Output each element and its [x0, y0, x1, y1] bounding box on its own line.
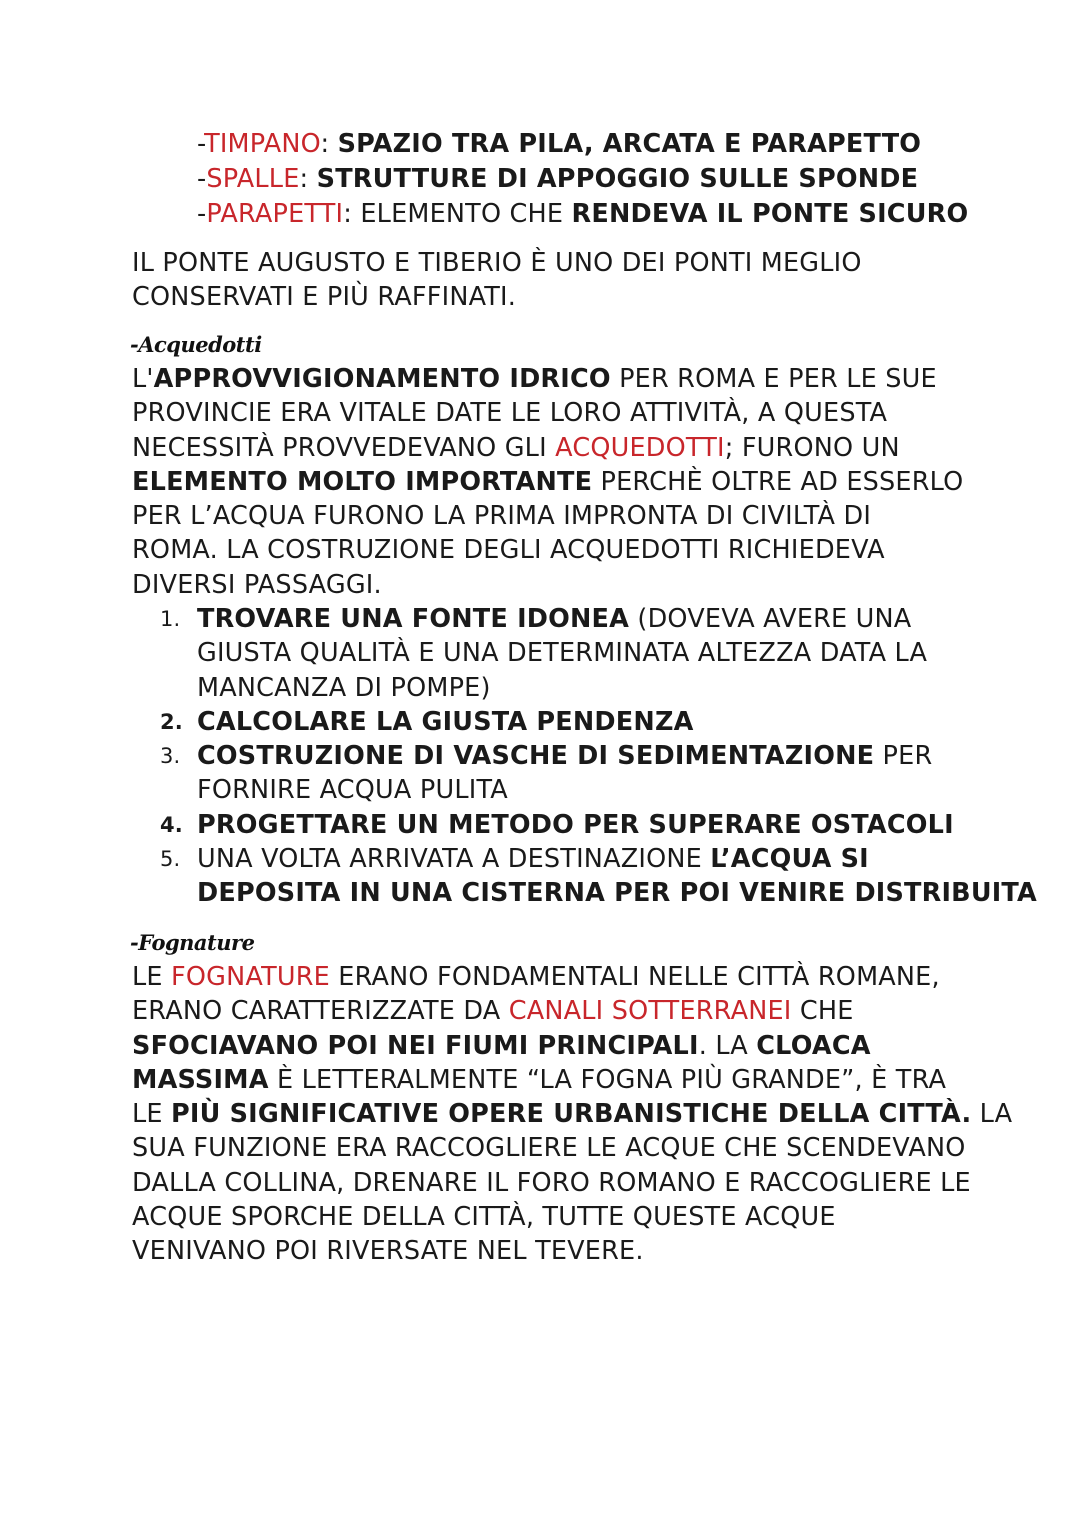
paragraph-line: PER L’ACQUA FURONO LA PRIMA IMPRONTA DI CIVILTÀ DI [132, 501, 872, 532]
bold-span: DEPOSITA IN UNA CISTERNA PER POI VENIRE DISTRIBUITA [197, 878, 1037, 909]
desc-parapetti-normal: ELEMENTO CHE [360, 199, 572, 229]
list-item [160, 705, 1020, 739]
list-number: 2. [160, 709, 183, 734]
red-span: ACQUEDOTTI [555, 432, 725, 463]
text-span: . LA [698, 1030, 757, 1061]
ponte-paragraph [132, 246, 1012, 315]
term-timpano: TIMPANO [204, 129, 321, 159]
part-parapetti: -PARAPETTI: ELEMENTO CHE RENDEVA IL PONTE SICURO [197, 199, 969, 229]
text-span: È LETTERALMENTE “LA FOGNA PIÙ GRANDE”, È TRA [268, 1064, 947, 1095]
text-span: LA [971, 1099, 1013, 1130]
part-spalle: -SPALLE: STRUTTURE DI APPOGGIO SULLE SPONDE [197, 164, 919, 194]
list-item [160, 602, 1020, 705]
paragraph-line: PROVINCIE ERA VITALE DATE LE LORO ATTIVITÀ, A QUESTA [132, 398, 888, 429]
list-item [160, 808, 1020, 842]
text-span: LE [132, 962, 172, 992]
desc-timpano: SPAZIO TRA PILA, ARCATA E PARAPETTO [337, 129, 922, 159]
bold-span: SFOCIAVANO POI NEI FIUMI PRINCIPALI [132, 1030, 699, 1061]
separator: : [320, 129, 338, 159]
list-number: 3. [160, 744, 181, 769]
bold-span: MASSIMA [132, 1064, 269, 1095]
list-line: GIUSTA QUALITÀ E UNA DETERMINATA ALTEZZA DATA LA [197, 638, 928, 669]
paragraph-line: SUA FUNZIONE ERA RACCOGLIERE LE ACQUE CHE SCENDEVANO [132, 1133, 966, 1164]
list-number: 5. [160, 847, 181, 872]
paragraph-line: DIVERSI PASSAGGI. [132, 569, 382, 600]
bold-span: PROGETTARE UN METODO PER SUPERARE OSTACOLI [197, 809, 954, 840]
bold-span: APPROVVIGIONAMENTO IDRICO [153, 364, 611, 394]
paragraph-line [132, 431, 1012, 465]
text-span: PERCHÈ OLTRE AD ESSERLO [592, 466, 964, 497]
text-span: L' [132, 364, 154, 394]
acquedotti-steps-list [160, 602, 1037, 911]
paragraph-line [132, 1029, 1012, 1063]
list-item [160, 739, 1020, 808]
list-line: MANCANZA DI POMPE) [197, 672, 491, 703]
text-span: NECESSITÀ PROVVEDEVANO GLI [132, 432, 556, 463]
list-item [160, 842, 1037, 911]
paragraph-line: ROMA. LA COSTRUZIONE DEGLI ACQUEDOTTI RICHIEDEVA [132, 535, 885, 566]
paragraph-line [132, 362, 1012, 396]
text-span: ERANO FONDAMENTALI NELLE CITTÀ ROMANE, [329, 962, 940, 992]
paragraph-line: IL PONTE AUGUSTO E TIBERIO È UNO DEI PONTI MEGLIO [132, 248, 862, 278]
desc-parapetti-bold: RENDEVA IL PONTE SICURO [571, 199, 969, 229]
list-number: 4. [160, 812, 183, 837]
text-span: CHE [791, 996, 854, 1027]
separator: : [343, 199, 361, 229]
heading-acquedotti: -Acquedotti [130, 332, 262, 357]
bold-span: COSTRUZIONE DI VASCHE DI SEDIMENTAZIONE [197, 741, 875, 772]
bold-span: PIÙ SIGNIFICATIVE OPERE URBANISTICHE DELLA CITTÀ. [171, 1099, 972, 1130]
paragraph-line [132, 994, 1012, 1028]
separator: : [299, 164, 317, 194]
bold-span: ELEMENTO MOLTO IMPORTANTE [132, 466, 593, 497]
paragraph-line: CONSERVATI E PIÙ RAFFINATI. [132, 282, 517, 313]
text-span: ERANO CARATTERIZZATE DA [132, 996, 509, 1027]
paragraph-line: DALLA COLLINA, DRENARE IL FORO ROMANO E RACCOGLIERE LE [132, 1167, 971, 1198]
bold-span: L’ACQUA SI [710, 844, 869, 875]
list-number: 1. [160, 607, 181, 631]
red-span: CANALI SOTTERRANEI [508, 996, 792, 1027]
fognature-paragraph [132, 960, 1012, 1269]
paragraph-line [132, 1063, 1012, 1097]
heading-fognature: -Fognature [130, 930, 255, 955]
bold-span: CLOACA [756, 1030, 871, 1061]
text-span: LE [132, 1099, 172, 1130]
text-span: (DOVEVA AVERE UNA [629, 604, 912, 634]
bold-span: TROVARE UNA FONTE IDONEA [197, 604, 630, 634]
bold-span: CALCOLARE LA GIUSTA PENDENZA [197, 706, 694, 737]
paragraph-line: VENIVANO POI RIVERSATE NEL TEVERE. [132, 1236, 644, 1267]
paragraph-line [132, 960, 1012, 994]
text-span: ; FURONO UN [724, 432, 900, 463]
paragraph-line: ACQUE SPORCHE DELLA CITTÀ, TUTTE QUESTE ACQUE [132, 1202, 836, 1233]
paragraph-line [132, 1097, 1012, 1131]
part-timpano: -TIMPANO: SPAZIO TRA PILA, ARCATA E PARAPETTO [197, 129, 922, 159]
term-parapetti: PARAPETTI [206, 199, 344, 229]
red-span: FOGNATURE [171, 962, 330, 992]
text-span: UNA VOLTA ARRIVATA A DESTINAZIONE [197, 844, 711, 875]
list-line: FORNIRE ACQUA PULITA [197, 775, 508, 806]
text-span: PER ROMA E PER LE SUE [610, 364, 937, 394]
paragraph-line [132, 465, 1012, 499]
text-span: PER [874, 741, 933, 772]
desc-spalle: STRUTTURE DI APPOGGIO SULLE SPONDE [316, 164, 919, 194]
acquedotti-paragraph [132, 362, 1012, 602]
term-spalle: SPALLE [206, 164, 300, 194]
